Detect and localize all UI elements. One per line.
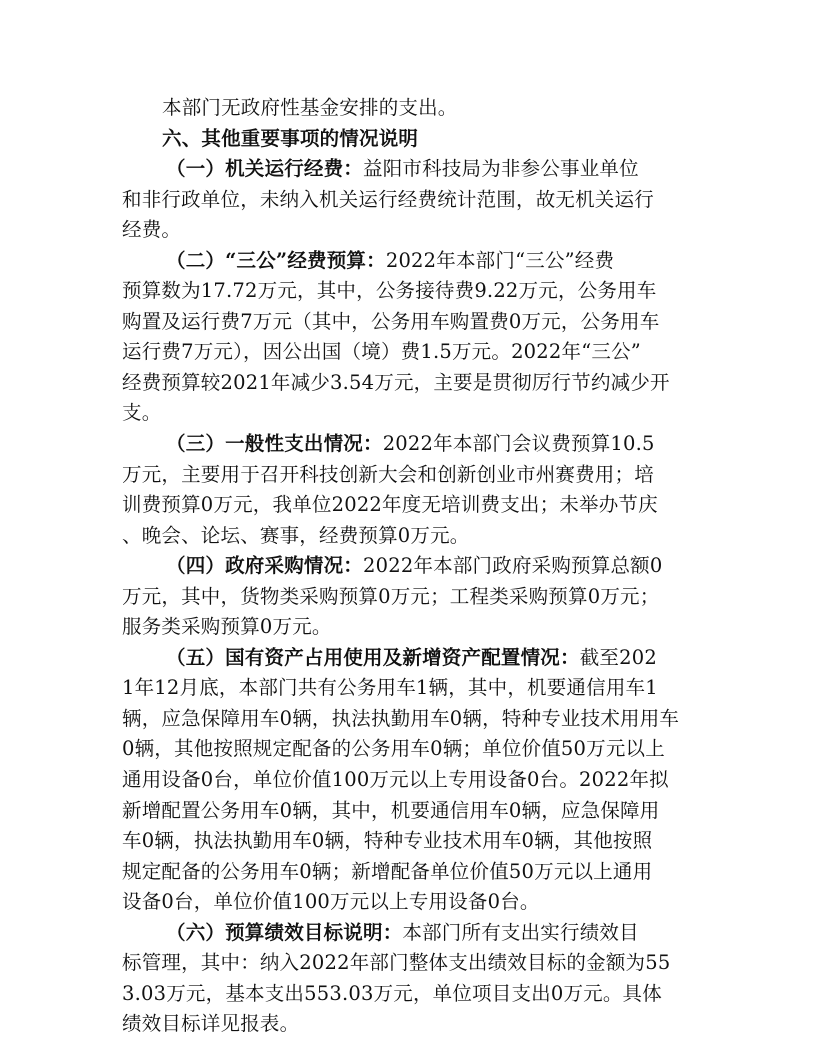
paragraph-line: 绩效目标详见报表。 (122, 1012, 300, 1036)
paragraph-line: 通用设备0台，单位价值100万元以上专用设备0台。2022年拟 (122, 768, 669, 792)
paragraph-line: 经费预算较2021年减少3.54万元，主要是贯彻厉行节约减少开 (122, 370, 670, 394)
section-heading: 六、其他重要事项的情况说明 (162, 126, 419, 150)
paragraph-heading: （一）机关运行经费： (166, 157, 364, 181)
paragraph-heading: （三）一般性支出情况： (166, 432, 383, 456)
document-page (122, 93, 688, 1040)
paragraph-line: 、晚会、论坛、赛事，经费预算0万元。 (122, 523, 470, 547)
paragraph-line: 0辆，其他按照规定配备的公务用车0辆；单位价值50万元以上 (122, 737, 665, 761)
paragraph-line: 本部门无政府性基金安排的支出。 (162, 96, 458, 119)
paragraph-line: 3.03万元，基本支出553.03万元，单位项目支出0万元。具体 (122, 981, 662, 1005)
paragraph-line: 车0辆，执法执勤用车0辆，特种专业技术用车0辆，其他按照 (122, 829, 653, 853)
paragraph-heading: （四）政府采购情况： (166, 554, 364, 578)
paragraph-line: 万元，其中，货物类采购预算0万元；工程类采购预算0万元； (122, 584, 660, 608)
paragraph-line: （三）一般性支出情况：2022年本部门会议费预算10.5 (166, 432, 655, 456)
paragraph-line: 1年12月底，本部门共有公务用车1辆，其中，机要通信用车1 (122, 676, 658, 700)
paragraph-line: 支。 (122, 401, 162, 425)
paragraph-line: 服务类采购预算0万元。 (122, 615, 332, 639)
paragraph-line: （六）预算绩效目标说明：本部门所有支出实行绩效目 (166, 920, 639, 944)
paragraph-line: 规定配备的公务用车0辆；新增配备单位价值50万元以上通用 (122, 859, 653, 883)
paragraph-heading: （五）国有资产占用使用及新增资产配置情况： (166, 645, 580, 669)
paragraph-line: （五）国有资产占用使用及新增资产配置情况：截至202 (166, 645, 657, 669)
paragraph-line: 训费预算0万元，我单位2022年度无培训费支出；未举办节庆 (122, 493, 658, 517)
paragraph-line: （二）“三公”经费预算：2022年本部门“三公”经费 (166, 248, 615, 272)
paragraph-line: （一）机关运行经费：益阳市科技局为非参公事业单位 (166, 157, 639, 181)
paragraph-heading: （二）“三公”经费预算： (166, 248, 386, 272)
paragraph-line: 购置及运行费7万元（其中，公务用车购置费0万元，公务用车 (122, 309, 660, 333)
paragraph-line: 设备0台，单位价值100万元以上专用设备0台。 (122, 890, 540, 914)
paragraph-line: 和非行政单位，未纳入机关运行经费统计范围，故无机关运行 (122, 187, 654, 211)
paragraph-line: 标管理，其中：纳入2022年部门整体支出绩效目标的金额为55 (122, 951, 671, 975)
paragraph-line: 经费。 (122, 218, 182, 242)
paragraph-heading: （六）预算绩效目标说明： (166, 920, 403, 944)
paragraph-line: （四）政府采购情况：2022年本部门政府采购预算总额0 (166, 554, 663, 578)
paragraph-line: 预算数为17.72万元，其中，公务接待费9.22万元，公务用车 (122, 279, 657, 303)
paragraph-line: 辆，应急保障用车0辆，执法执勤用车0辆，特种专业技术用用车 (122, 706, 680, 730)
paragraph-line: 新增配置公务用车0辆，其中，机要通信用车0辆，应急保障用 (122, 798, 660, 822)
paragraph-line: 运行费7万元），因公出国（境）费1.5万元。2022年“三公” (122, 340, 641, 364)
paragraph-line: 万元，主要用于召开科技创新大会和创新创业市州赛费用；培 (122, 462, 654, 486)
